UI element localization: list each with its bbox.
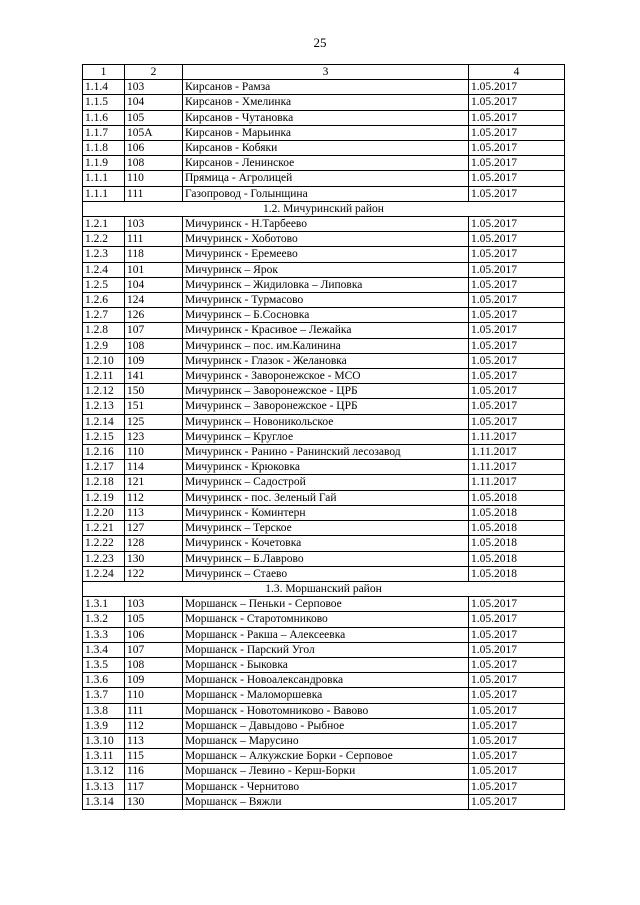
- route-name: Моршанск - Парский Угол: [183, 642, 469, 657]
- row-number: 1.2.14: [83, 414, 125, 429]
- table-row: [83, 597, 565, 612]
- table-row: [83, 566, 565, 581]
- route-code: 126: [125, 308, 183, 323]
- start-date: 1.05.2017: [469, 277, 565, 292]
- start-date: 1.05.2018: [469, 566, 565, 581]
- start-date: 1.05.2017: [469, 718, 565, 733]
- table-row: [83, 673, 565, 688]
- start-date: 1.05.2017: [469, 171, 565, 186]
- start-date: 1.05.2017: [469, 232, 565, 247]
- table-row: [83, 414, 565, 429]
- route-code: 107: [125, 642, 183, 657]
- row-number: 1.2.17: [83, 460, 125, 475]
- route-code: 103: [125, 597, 183, 612]
- row-number: 1.1.5: [83, 95, 125, 110]
- route-code: 113: [125, 733, 183, 748]
- route-name: Мичуринск - Коминтерн: [183, 505, 469, 520]
- table-row: [83, 779, 565, 794]
- table-row: [83, 353, 565, 368]
- route-code: 151: [125, 399, 183, 414]
- route-name: Моршанск – Левино - Керш-Борки: [183, 764, 469, 779]
- section-header-row: [83, 201, 565, 216]
- route-code: 111: [125, 703, 183, 718]
- start-date: 1.11.2017: [469, 475, 565, 490]
- start-date: 1.05.2017: [469, 749, 565, 764]
- table-row: [83, 612, 565, 627]
- row-number: 1.2.24: [83, 566, 125, 581]
- start-date: 1.11.2017: [469, 445, 565, 460]
- row-number: 1.2.23: [83, 551, 125, 566]
- start-date: 1.05.2017: [469, 308, 565, 323]
- table-row: [83, 703, 565, 718]
- row-number: 1.1.9: [83, 156, 125, 171]
- column-header: 3: [183, 65, 469, 80]
- row-number: 1.2.7: [83, 308, 125, 323]
- route-name: Мичуринск - Ранино - Ранинский лесозавод: [183, 445, 469, 460]
- route-name: Моршанск - Новоалександровка: [183, 673, 469, 688]
- table-row: [83, 125, 565, 140]
- row-number: 1.1.1: [83, 186, 125, 201]
- route-name: Кирсанов - Рамза: [183, 80, 469, 95]
- route-name: Мичуринск - Глазок - Желановка: [183, 353, 469, 368]
- start-date: 1.05.2018: [469, 490, 565, 505]
- table-row: [83, 718, 565, 733]
- row-number: 1.3.2: [83, 612, 125, 627]
- start-date: 1.05.2017: [469, 612, 565, 627]
- route-code: 150: [125, 384, 183, 399]
- table-row: [83, 642, 565, 657]
- start-date: 1.05.2017: [469, 217, 565, 232]
- table-row: [83, 293, 565, 308]
- route-code: 121: [125, 475, 183, 490]
- route-code: 125: [125, 414, 183, 429]
- row-number: 1.3.5: [83, 657, 125, 672]
- route-code: 117: [125, 779, 183, 794]
- start-date: 1.05.2017: [469, 262, 565, 277]
- row-number: 1.1.1: [83, 171, 125, 186]
- start-date: 1.05.2017: [469, 247, 565, 262]
- start-date: 1.05.2017: [469, 414, 565, 429]
- route-code: 105: [125, 110, 183, 125]
- table-row: [83, 171, 565, 186]
- route-name: Кирсанов - Хмелинка: [183, 95, 469, 110]
- route-name: Мичуринск – пос. им.Калинина: [183, 338, 469, 353]
- table-header-row: [83, 65, 565, 80]
- table-row: [83, 733, 565, 748]
- route-name: Моршанск – Пеньки - Серповое: [183, 597, 469, 612]
- route-code: 110: [125, 688, 183, 703]
- start-date: 1.05.2017: [469, 95, 565, 110]
- route-code: 107: [125, 323, 183, 338]
- row-number: 1.2.10: [83, 353, 125, 368]
- route-code: 108: [125, 338, 183, 353]
- section-header-row: [83, 581, 565, 596]
- row-number: 1.2.8: [83, 323, 125, 338]
- route-name: Мичуринск - Турмасово: [183, 293, 469, 308]
- route-name: Моршанск – Давыдово - Рыбное: [183, 718, 469, 733]
- route-code: 118: [125, 247, 183, 262]
- route-code: 115: [125, 749, 183, 764]
- start-date: 1.05.2017: [469, 110, 565, 125]
- row-number: 1.3.1: [83, 597, 125, 612]
- start-date: 1.05.2017: [469, 688, 565, 703]
- start-date: 1.05.2017: [469, 733, 565, 748]
- route-name: Мичуринск - Красивое – Лежайка: [183, 323, 469, 338]
- route-name: Моршанск – Марусино: [183, 733, 469, 748]
- route-code: 109: [125, 673, 183, 688]
- table-row: [83, 475, 565, 490]
- start-date: 1.05.2018: [469, 521, 565, 536]
- column-header: 1: [83, 65, 125, 80]
- start-date: 1.05.2017: [469, 642, 565, 657]
- start-date: 1.05.2017: [469, 369, 565, 384]
- table-row: [83, 445, 565, 460]
- table-row: [83, 460, 565, 475]
- start-date: 1.05.2017: [469, 399, 565, 414]
- row-number: 1.2.5: [83, 277, 125, 292]
- route-name: Мичуринск - Еремеево: [183, 247, 469, 262]
- table-row: [83, 490, 565, 505]
- row-number: 1.1.8: [83, 141, 125, 156]
- route-code: 111: [125, 186, 183, 201]
- row-number: 1.2.12: [83, 384, 125, 399]
- route-code: 101: [125, 262, 183, 277]
- route-name: Мичуринск - пос. Зеленый Гай: [183, 490, 469, 505]
- route-name: Мичуринск - Н.Тарбеево: [183, 217, 469, 232]
- route-code: 110: [125, 171, 183, 186]
- route-code: 124: [125, 293, 183, 308]
- table-row: [83, 308, 565, 323]
- route-name: Моршанск – Вяжли: [183, 794, 469, 809]
- route-code: 105А: [125, 125, 183, 140]
- table-row: [83, 369, 565, 384]
- start-date: 1.05.2017: [469, 156, 565, 171]
- section-title: 1.2. Мичуринский район: [83, 201, 565, 216]
- start-date: 1.05.2017: [469, 323, 565, 338]
- route-name: Кирсанов - Марьинка: [183, 125, 469, 140]
- start-date: 1.05.2017: [469, 673, 565, 688]
- route-name: Мичуринск – Ярок: [183, 262, 469, 277]
- route-code: 122: [125, 566, 183, 581]
- route-code: 106: [125, 627, 183, 642]
- table-row: [83, 657, 565, 672]
- row-number: 1.2.16: [83, 445, 125, 460]
- route-code: 108: [125, 156, 183, 171]
- row-number: 1.3.3: [83, 627, 125, 642]
- start-date: 1.05.2017: [469, 794, 565, 809]
- route-code: 113: [125, 505, 183, 520]
- route-code: 109: [125, 353, 183, 368]
- row-number: 1.2.21: [83, 521, 125, 536]
- start-date: 1.05.2018: [469, 551, 565, 566]
- start-date: 1.05.2017: [469, 141, 565, 156]
- table-row: [83, 247, 565, 262]
- route-code: 128: [125, 536, 183, 551]
- start-date: 1.05.2017: [469, 779, 565, 794]
- table-row: [83, 80, 565, 95]
- table-row: [83, 384, 565, 399]
- route-name: Кирсанов - Кобяки: [183, 141, 469, 156]
- column-header: 4: [469, 65, 565, 80]
- route-code: 130: [125, 794, 183, 809]
- row-number: 1.3.8: [83, 703, 125, 718]
- row-number: 1.2.22: [83, 536, 125, 551]
- row-number: 1.3.9: [83, 718, 125, 733]
- route-name: Мичуринск – Заворонежское - ЦРБ: [183, 384, 469, 399]
- row-number: 1.1.7: [83, 125, 125, 140]
- start-date: 1.05.2017: [469, 764, 565, 779]
- row-number: 1.1.6: [83, 110, 125, 125]
- row-number: 1.2.6: [83, 293, 125, 308]
- table-row: [83, 262, 565, 277]
- row-number: 1.2.13: [83, 399, 125, 414]
- route-name: Газопровод - Голынщина: [183, 186, 469, 201]
- start-date: 1.05.2017: [469, 384, 565, 399]
- route-name: Мичуринск - Крюковка: [183, 460, 469, 475]
- table-row: [83, 338, 565, 353]
- table-row: [83, 505, 565, 520]
- column-header: 2: [125, 65, 183, 80]
- route-name: Мичуринск – Б.Сосновка: [183, 308, 469, 323]
- route-name: Моршанск - Быковка: [183, 657, 469, 672]
- route-code: 104: [125, 277, 183, 292]
- route-code: 105: [125, 612, 183, 627]
- row-number: 1.3.13: [83, 779, 125, 794]
- route-name: Кирсанов - Ленинское: [183, 156, 469, 171]
- table-row: [83, 521, 565, 536]
- table-row: [83, 429, 565, 444]
- section-title: 1.3. Моршанский район: [83, 581, 565, 596]
- row-number: 1.1.4: [83, 80, 125, 95]
- row-number: 1.3.6: [83, 673, 125, 688]
- route-name: Моршанск - Старотомниково: [183, 612, 469, 627]
- start-date: 1.05.2017: [469, 125, 565, 140]
- table-row: [83, 186, 565, 201]
- row-number: 1.3.14: [83, 794, 125, 809]
- route-code: 108: [125, 657, 183, 672]
- start-date: 1.11.2017: [469, 460, 565, 475]
- route-code: 127: [125, 521, 183, 536]
- start-date: 1.05.2017: [469, 80, 565, 95]
- routes-table-body: [83, 65, 565, 810]
- row-number: 1.2.11: [83, 369, 125, 384]
- row-number: 1.2.1: [83, 217, 125, 232]
- table-row: [83, 217, 565, 232]
- start-date: 1.05.2017: [469, 703, 565, 718]
- route-name: Мичуринск – Терское: [183, 521, 469, 536]
- start-date: 1.05.2017: [469, 657, 565, 672]
- start-date: 1.05.2017: [469, 353, 565, 368]
- row-number: 1.3.10: [83, 733, 125, 748]
- route-name: Моршанск – Алкужские Борки - Серповое: [183, 749, 469, 764]
- route-code: 112: [125, 718, 183, 733]
- route-name: Мичуринск – Заворонежское - ЦРБ: [183, 399, 469, 414]
- routes-table: [82, 64, 565, 810]
- route-name: Мичуринск – Стаево: [183, 566, 469, 581]
- table-row: [83, 323, 565, 338]
- route-code: 114: [125, 460, 183, 475]
- start-date: 1.05.2017: [469, 186, 565, 201]
- route-code: 116: [125, 764, 183, 779]
- start-date: 1.05.2017: [469, 338, 565, 353]
- route-code: 123: [125, 429, 183, 444]
- table-row: [83, 110, 565, 125]
- table-row: [83, 536, 565, 551]
- route-name: Прямица - Агролицей: [183, 171, 469, 186]
- route-name: Мичуринск – Круглое: [183, 429, 469, 444]
- table-row: [83, 156, 565, 171]
- table-row: [83, 141, 565, 156]
- table-row: [83, 749, 565, 764]
- route-name: Моршанск - Маломоршевка: [183, 688, 469, 703]
- route-code: 104: [125, 95, 183, 110]
- table-row: [83, 232, 565, 247]
- table-row: [83, 95, 565, 110]
- row-number: 1.3.7: [83, 688, 125, 703]
- row-number: 1.2.2: [83, 232, 125, 247]
- row-number: 1.2.4: [83, 262, 125, 277]
- route-code: 106: [125, 141, 183, 156]
- route-name: Мичуринск - Кочетовка: [183, 536, 469, 551]
- row-number: 1.3.11: [83, 749, 125, 764]
- table-row: [83, 551, 565, 566]
- route-name: Мичуринск – Жидиловка – Липовка: [183, 277, 469, 292]
- table-row: [83, 764, 565, 779]
- route-code: 110: [125, 445, 183, 460]
- start-date: 1.05.2018: [469, 536, 565, 551]
- row-number: 1.3.12: [83, 764, 125, 779]
- route-name: Моршанск - Новотомниково - Вавово: [183, 703, 469, 718]
- route-name: Моршанск - Чернитово: [183, 779, 469, 794]
- table-row: [83, 688, 565, 703]
- start-date: 1.05.2017: [469, 627, 565, 642]
- row-number: 1.2.20: [83, 505, 125, 520]
- route-code: 141: [125, 369, 183, 384]
- table-row: [83, 794, 565, 809]
- table-row: [83, 277, 565, 292]
- route-code: 130: [125, 551, 183, 566]
- route-name: Мичуринск - Заворонежское - МСО: [183, 369, 469, 384]
- start-date: 1.05.2017: [469, 597, 565, 612]
- route-code: 111: [125, 232, 183, 247]
- route-name: Моршанск - Ракша – Алексеевка: [183, 627, 469, 642]
- row-number: 1.2.18: [83, 475, 125, 490]
- row-number: 1.2.3: [83, 247, 125, 262]
- row-number: 1.3.4: [83, 642, 125, 657]
- table-row: [83, 399, 565, 414]
- route-name: Кирсанов - Чутановка: [183, 110, 469, 125]
- start-date: 1.05.2017: [469, 293, 565, 308]
- route-name: Мичуринск – Б.Лаврово: [183, 551, 469, 566]
- start-date: 1.11.2017: [469, 429, 565, 444]
- route-name: Мичуринск – Садострой: [183, 475, 469, 490]
- route-code: 103: [125, 80, 183, 95]
- route-name: Мичуринск - Хоботово: [183, 232, 469, 247]
- row-number: 1.2.19: [83, 490, 125, 505]
- table-row: [83, 627, 565, 642]
- row-number: 1.2.15: [83, 429, 125, 444]
- route-name: Мичуринск – Новоникольское: [183, 414, 469, 429]
- start-date: 1.05.2018: [469, 505, 565, 520]
- row-number: 1.2.9: [83, 338, 125, 353]
- route-code: 103: [125, 217, 183, 232]
- route-code: 112: [125, 490, 183, 505]
- page-number: 25: [313, 35, 327, 50]
